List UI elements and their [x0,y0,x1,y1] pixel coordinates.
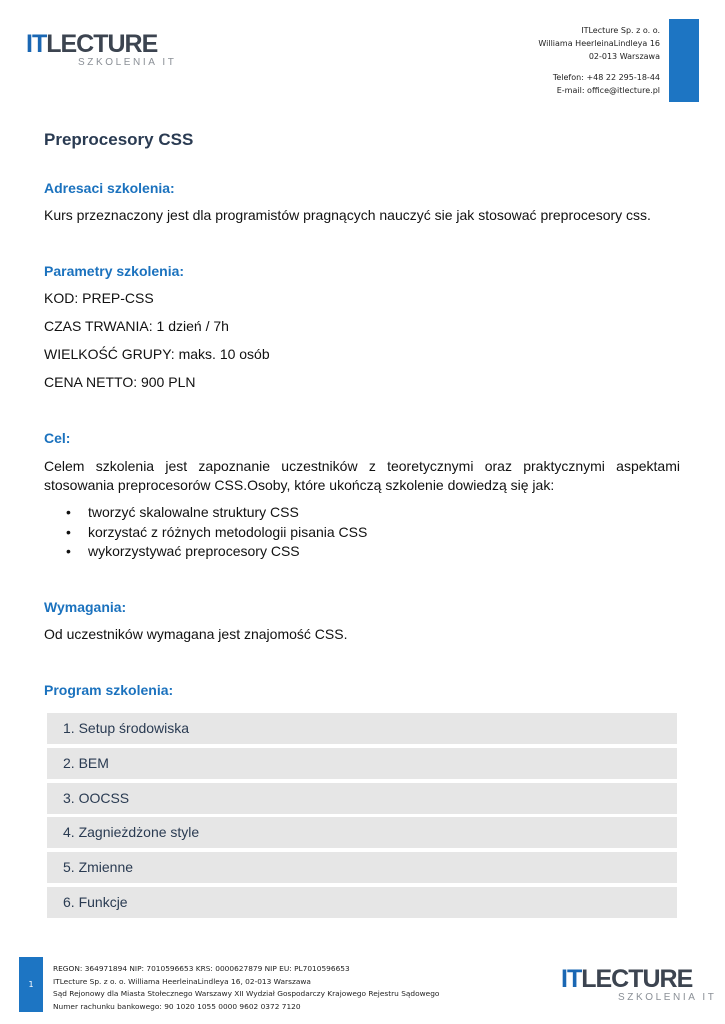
footer-court: Sąd Rejonowy dla Miasta Stołecznego Warszawy XII Wydział Gospodarczy Krajowego Rejestru Sądowego [53,989,440,998]
param-price: CENA NETTO: 900 PLN [44,374,196,390]
program-list [47,713,677,922]
program-heading: Program szkolenia: [44,682,174,698]
footer-logo [561,965,717,1005]
logo-wordmark: ITLECTURE [561,965,693,993]
page-title: Preprocesory CSS [44,130,194,149]
contact-block [538,24,660,97]
params-heading: Parametry szkolenia: [44,263,185,279]
param-duration: CZAS TRWANIA: 1 dzień / 7h [44,318,229,334]
param-group-size: WIELKOŚĆ GRUPY: maks. 10 osób [44,346,270,362]
company-name: ITLecture Sp. z o. o. [581,26,660,35]
footer-address: ITLecture Sp. z o. o. Williama HeerleinaLindleya 16, 02-013 Warszawa [53,976,311,986]
program-item: 5. Zmienne [47,852,677,883]
requirements-text: Od uczestników wymagana jest znajomość CSS. [44,626,348,642]
logo-subtitle: SZKOLENIA IT [78,57,177,68]
goal-heading: Cel: [44,430,71,446]
footer-bank-account: Numer rachunku bankowego: 90 1020 1055 0000 9602 0372 7120 [53,1001,301,1011]
page-number: 1 [19,957,43,1012]
program-item: 2. BEM [47,748,677,779]
company-phone: Telefon: +48 22 295-18-44 [552,73,660,82]
bullet-item: • wykorzystywać preprocesory CSS [44,542,367,562]
header-logo [26,30,176,70]
bullet-item: • tworzyć skalowalne struktury CSS [44,503,367,523]
company-street: Williama HeerleinaLindleya 16 [538,39,660,48]
logo-subtitle: SZKOLENIA IT [618,992,717,1003]
company-city: 02-013 Warszawa [588,52,660,61]
requirements-heading: Wymagania: [44,599,127,615]
audience-text: Kurs przeznaczony jest dla programistów pragnących nauczyć sie jak stosować preprocesory css. [44,207,651,223]
program-item: 4. Zagnieżdżone style [47,817,677,848]
footer-info [53,963,439,1013]
program-item: 1. Setup środowiska [47,713,677,744]
param-code: KOD: PREP-CSS [44,290,154,306]
audience-heading: Adresaci szkolenia: [44,180,175,196]
header-accent-bar [669,19,699,102]
program-item: 3. OOCSS [47,783,677,814]
company-email[interactable]: E-mail: office@itlecture.pl [556,86,660,95]
footer-registration: REGON: 364971894 NIP: 7010596653 KRS: 0000627879 NIP EU: PL7010596653 [53,964,350,973]
goal-bullet-list [44,503,367,562]
bullet-item: • korzystać z różnych metodologii pisania CSS [44,523,367,543]
logo-wordmark: ITLECTURE [26,30,158,58]
goal-text: Celem szkolenia jest zapoznanie uczestników z teoretycznymi oraz praktycznymi aspektami stosowania preprocesorów CSS.Osoby, które ukończą szkolenie dowiedzą się jak: [44,458,680,493]
program-item: 6. Funkcje [47,887,677,918]
